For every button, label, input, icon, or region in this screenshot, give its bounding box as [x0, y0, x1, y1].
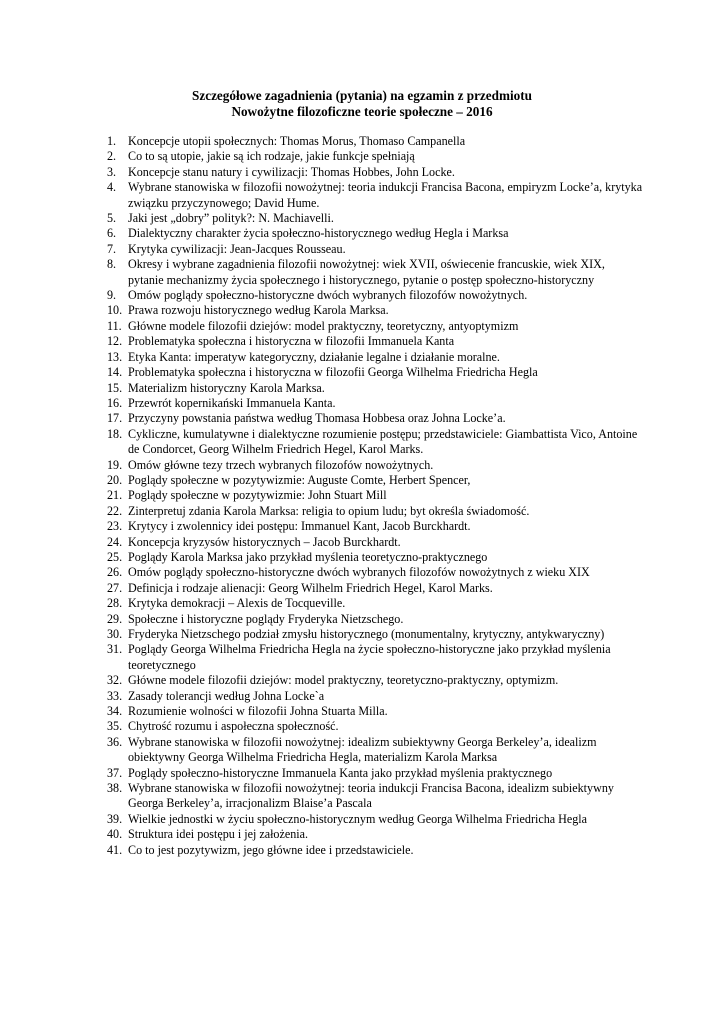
question-number: 20.: [107, 472, 123, 487]
question-number: 22.: [107, 503, 123, 518]
question-item: [107, 642, 643, 673]
question-number: 32.: [107, 673, 123, 688]
question-number: 37.: [107, 765, 123, 780]
question-item: [107, 211, 643, 226]
question-item: [107, 473, 643, 488]
question-text: Koncepcja kryzysów historycznych – Jacob Burckhardt.: [128, 534, 401, 549]
question-text: Poglądy Georga Wilhelma Friedricha Hegla na życie społeczno-historyczne jako przykład myślenia teoretycznego: [128, 642, 611, 672]
question-number: 35.: [107, 719, 123, 734]
question-item: [107, 180, 643, 211]
question-number: 5.: [107, 211, 117, 226]
question-number: 6.: [107, 226, 117, 241]
question-item: [107, 719, 643, 734]
question-text: Chytrość rozumu i aspołeczna społeczność.: [128, 719, 339, 734]
question-text: Zinterpretuj zdania Karola Marksa: religia to opium ludu; byt określa świadomość.: [128, 503, 530, 518]
question-number: 11.: [107, 318, 122, 333]
question-item: [107, 303, 643, 318]
question-text: Problematyka społeczna i historyczna w filozofii Immanuela Kanta: [128, 334, 455, 349]
question-number: 25.: [107, 549, 123, 564]
question-text: Koncepcje stanu natury i cywilizacji: Thomas Hobbes, John Locke.: [128, 164, 455, 179]
question-item: [107, 149, 643, 164]
question-text: Fryderyka Nietzschego podział zmysłu historycznego (monumentalny, krytyczny, antykwaryczny): [128, 627, 605, 641]
question-text: Rozumienie wolności w filozofii Johna Stuarta Milla.: [128, 704, 388, 719]
question-number: 2.: [107, 149, 117, 164]
question-item: [107, 488, 643, 503]
question-item: [107, 504, 643, 519]
question-number: 40.: [107, 827, 123, 842]
question-item: [107, 735, 643, 766]
question-text: Etyka Kanta: imperatyw kategoryczny, działanie legalne i działanie moralne.: [128, 349, 500, 364]
question-text: Cykliczne, kumulatywne i dialektyczne rozumienie postępu; przedstawiciele: Giambattista Vico, Antoine de Condorcet, Georg Wilhelm Friedrich Hegel, Karol Marks.: [128, 426, 638, 457]
question-text: Materializm historyczny Karola Marksa.: [128, 380, 325, 395]
question-number: 3.: [107, 164, 117, 179]
question-number: 24.: [107, 534, 123, 549]
question-text: Koncepcje utopii społecznych: Thomas Morus, Thomaso Campanella: [128, 134, 466, 148]
question-number: 23.: [107, 519, 123, 534]
question-number: 33.: [107, 688, 123, 703]
question-item: [107, 288, 643, 303]
question-item: [107, 689, 643, 704]
question-item: [107, 612, 643, 627]
question-item: [107, 519, 643, 534]
question-number: 31.: [107, 642, 123, 657]
question-number: 9.: [107, 288, 117, 303]
question-text: Omów poglądy społeczno-historyczne dwóch wybranych filozofów nowożytnych z wieku XIX: [128, 565, 590, 580]
question-item: [107, 812, 643, 827]
question-text: Co to jest pozytywizm, jego główne idee i przedstawiciele.: [128, 842, 414, 857]
question-number: 1.: [107, 134, 117, 148]
question-text: Problematyka społeczna i historyczna w filozofii Georga Wilhelma Friedricha Hegla: [128, 365, 538, 380]
question-text: Jaki jest „dobry” polityk?: N. Machiavelli.: [128, 211, 334, 226]
question-text: Przewrót kopernikański Immanuela Kanta.: [128, 395, 336, 410]
question-number: 15.: [107, 380, 123, 395]
question-text: Omów poglądy społeczno-historyczne dwóch wybranych filozofów nowożytnych.: [128, 288, 528, 303]
question-text: Krytyka demokracji – Alexis de Tocqueville.: [128, 596, 346, 611]
question-item: [107, 411, 643, 426]
question-item: [107, 334, 643, 349]
question-item: [107, 827, 643, 842]
question-number: 14.: [107, 365, 123, 380]
question-text: Wybrane stanowiska w filozofii nowożytnej: teoria indukcji Francisa Bacona, idealizm subiektywny Georga Berkeley’a, irracjonalizm Blaise’a Pascala: [128, 781, 614, 811]
question-item: [107, 226, 643, 241]
document-title-line-2: Nowożytne filozoficzne teorie społeczne – 2016: [231, 104, 493, 119]
question-item: [107, 458, 643, 473]
question-text: Definicja i rodzaje alienacji: Georg Wilhelm Friedrich Hegel, Karol Marks.: [128, 580, 493, 595]
question-number: 38.: [107, 781, 123, 796]
question-number: 10.: [107, 303, 123, 318]
question-item: [107, 550, 643, 565]
question-number: 17.: [107, 411, 123, 426]
question-text: Wielkie jednostki w życiu społeczno-historycznym według Georga Wilhelma Friedricha Hegla: [128, 811, 588, 826]
question-text: Poglądy społeczne w pozytywizmie: John Stuart Mill: [128, 488, 387, 503]
question-number: 21.: [107, 488, 123, 503]
question-text: Poglądy społeczno-historyczne Immanuela Kanta jako przykład myślenia praktycznego: [128, 765, 553, 780]
question-text: Struktura idei postępu i jej założenia.: [128, 827, 309, 842]
question-number: 7.: [107, 241, 117, 256]
question-list: [107, 134, 643, 858]
question-number: 13.: [107, 349, 123, 364]
question-number: 4.: [107, 180, 117, 195]
question-text: Wybrane stanowiska w filozofii nowożytnej: idealizm subiektywny Georga Berkeley’a, idealizm obiektywny Georga Wilhelma Friedricha Hegla, materializm Karola Marksa: [128, 734, 597, 765]
question-number: 30.: [107, 627, 123, 641]
question-text: Przyczyny powstania państwa według Thomasa Hobbesa oraz Johna Locke’a.: [128, 411, 506, 426]
question-item: [107, 673, 643, 688]
question-number: 28.: [107, 596, 123, 611]
question-text: Wybrane stanowiska w filozofii nowożytnej: teoria indukcji Francisa Bacona, empiryzm Locke’a, krytyka związku przyczynowego; David Hume.: [128, 180, 643, 210]
question-number: 36.: [107, 734, 123, 749]
question-text: Dialektyczny charakter życia społeczno-historycznego według Hegla i Marksa: [128, 226, 509, 241]
question-number: 8.: [107, 257, 117, 272]
question-item: [107, 396, 643, 411]
question-number: 16.: [107, 395, 123, 410]
question-number: 26.: [107, 565, 123, 580]
question-item: [107, 843, 643, 858]
question-number: 12.: [107, 334, 123, 349]
question-item: [107, 381, 643, 396]
question-item: [107, 242, 643, 257]
question-text: Omów główne tezy trzech wybranych filozofów nowożytnych.: [128, 457, 434, 472]
question-text: Krytyka cywilizacji: Jean-Jacques Rousseau.: [128, 241, 346, 256]
question-item: [107, 581, 643, 596]
question-item: [107, 704, 643, 719]
document-title-line-1: Szczegółowe zagadnienia (pytania) na egzamin z przedmiotu: [192, 88, 532, 103]
question-number: 41.: [107, 842, 123, 857]
question-item: [107, 766, 643, 781]
question-text: Społeczne i historyczne poglądy Fryderyka Nietzschego.: [128, 611, 404, 626]
question-item: [107, 627, 643, 642]
question-text: Poglądy społeczne w pozytywizmie: Auguste Comte, Herbert Spencer,: [128, 472, 471, 487]
question-text: Główne modele filozofii dziejów: model praktyczny, teoretyczno-praktyczny, optymizm.: [128, 673, 559, 688]
question-number: 18.: [107, 426, 123, 441]
question-item: [107, 781, 643, 812]
question-item: [107, 427, 643, 458]
question-item: [107, 365, 643, 380]
question-item: [107, 165, 643, 180]
question-text: Co to są utopie, jakie są ich rodzaje, jakie funkcje spełniają: [128, 149, 415, 164]
question-number: 34.: [107, 704, 123, 719]
question-number: 29.: [107, 611, 123, 626]
question-text: Okresy i wybrane zagadnienia filozofii nowożytnej: wiek XVII, oświecenie francuskie, wiek XIX, pytanie mechanizmy życia społecznego i historycznego, pytanie o postęp społeczno-historyczny: [128, 257, 605, 287]
question-number: 19.: [107, 457, 123, 472]
question-number: 39.: [107, 811, 123, 826]
question-text: Poglądy Karola Marksa jako przykład myślenia teoretyczno-praktycznego: [128, 549, 488, 564]
question-item: [107, 565, 643, 580]
question-text: Zasady tolerancji według Johna Locke`a: [128, 688, 325, 703]
question-text: Krytycy i zwolennicy idei postępu: Immanuel Kant, Jacob Burckhardt.: [128, 519, 471, 534]
question-item: [107, 319, 643, 334]
question-item: [107, 535, 643, 550]
question-item: [107, 350, 643, 365]
question-item: [107, 257, 643, 288]
question-item: [107, 596, 643, 611]
question-item: [107, 134, 643, 149]
question-text: Główne modele filozofii dziejów: model praktyczny, teoretyczny, antyoptymizm: [128, 318, 519, 333]
question-text: Prawa rozwoju historycznego według Karola Marksa.: [128, 303, 389, 318]
question-number: 27.: [107, 580, 123, 595]
